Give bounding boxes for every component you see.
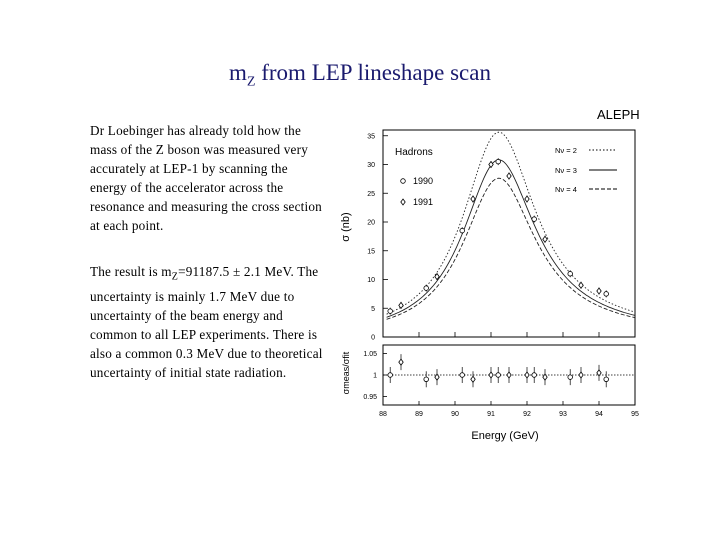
y-tick-label: 5	[371, 305, 375, 313]
y-tick-label: 30	[367, 162, 375, 169]
data-point-1990	[568, 271, 573, 276]
main-frame	[383, 130, 635, 337]
y-tick-label: 0	[371, 334, 375, 342]
ratio-point-1990	[496, 373, 501, 378]
ratio-point-1990	[388, 373, 393, 378]
data-point-1991	[543, 236, 547, 242]
data-point-1991	[489, 162, 493, 168]
data-point-1991	[507, 173, 511, 179]
x-tick-label: 89	[415, 411, 423, 418]
ratio-point-1991	[399, 359, 403, 365]
y-tick-label: 10	[367, 277, 375, 284]
ratio-tick-label: 1	[373, 372, 377, 380]
x-tick-label: 95	[631, 411, 639, 418]
data-point-1990	[496, 159, 501, 164]
y-tick-label: 35	[367, 133, 375, 141]
lineshape-figure	[335, 105, 645, 445]
data-point-1991	[525, 196, 529, 202]
x-tick-label: 93	[559, 411, 567, 418]
y-tick-label: 25	[367, 190, 375, 198]
ratio-point-1991	[525, 372, 529, 378]
y-tick-label: 20	[367, 219, 375, 227]
paragraph-result: The result is $m_Z=91187.5 \pm 2.1$ MeV. The uncertainty is mainly 1.7 MeV due to uncertainty of the beam energy and common to all LEP experiments. There is also a common 0.3 MeV due to theoretical uncertainty of initial state radiation.	[90, 264, 323, 380]
cross-section-panel	[367, 130, 635, 342]
data-legend-label: 1990	[413, 176, 434, 186]
y-axis-label: σ (nb)	[340, 212, 352, 242]
ratio-point-1990	[568, 375, 573, 380]
data-point-1990	[532, 217, 537, 222]
x-tick-label: 92	[523, 411, 531, 418]
experiment-label: ALEPH	[597, 107, 640, 122]
data-point-1990	[604, 292, 609, 297]
curve-legend-label: Nν = 2	[555, 146, 577, 155]
data-point-1990	[424, 286, 429, 291]
slide-title: $m_Z$ from LEP lineshape scan	[229, 60, 491, 90]
data-point-1990	[460, 228, 465, 233]
x-tick-label: 91	[487, 411, 495, 418]
ratio-point-1990	[424, 377, 429, 382]
x-tick-label: 88	[379, 411, 387, 418]
data-legend-marker	[401, 199, 405, 205]
data-point-1990	[388, 309, 393, 314]
ratio-tick-label: 1.05	[363, 351, 377, 359]
x-tick-label: 90	[451, 411, 459, 418]
x-tick-label: 94	[595, 411, 603, 418]
ratio-point-1990	[532, 373, 537, 378]
data-point-1991	[399, 302, 403, 308]
ratio-tick-label: 0.95	[363, 393, 377, 401]
data-legend-marker	[401, 179, 406, 184]
y-tick-label: 15	[367, 248, 375, 256]
curve-legend-label: Nν = 3	[555, 166, 577, 175]
ratio-point-1991	[579, 372, 583, 378]
ratio-point-1990	[460, 373, 465, 378]
data-point-1991	[597, 288, 601, 294]
ratio-point-1991	[489, 372, 493, 378]
x-axis-label: Energy (GeV)	[471, 430, 539, 442]
ratio-axis-label: σmeas/σfit	[341, 351, 351, 395]
ratio-panel	[363, 345, 639, 418]
ratio-point-1991	[507, 372, 511, 378]
ratio-point-1990	[604, 377, 609, 382]
paragraph-intro: Dr Loebinger has already told how the mass of the Z boson was measured very accurately at LEP-1 by scanning the energy of the accelerator across the resonance and measuring the cross section at each point.	[90, 123, 322, 233]
ratio-point-1991	[471, 376, 475, 382]
hadrons-label: Hadrons	[395, 147, 433, 158]
curve-legend-label: Nν = 4	[555, 185, 577, 194]
data-legend-label: 1991	[413, 197, 434, 207]
